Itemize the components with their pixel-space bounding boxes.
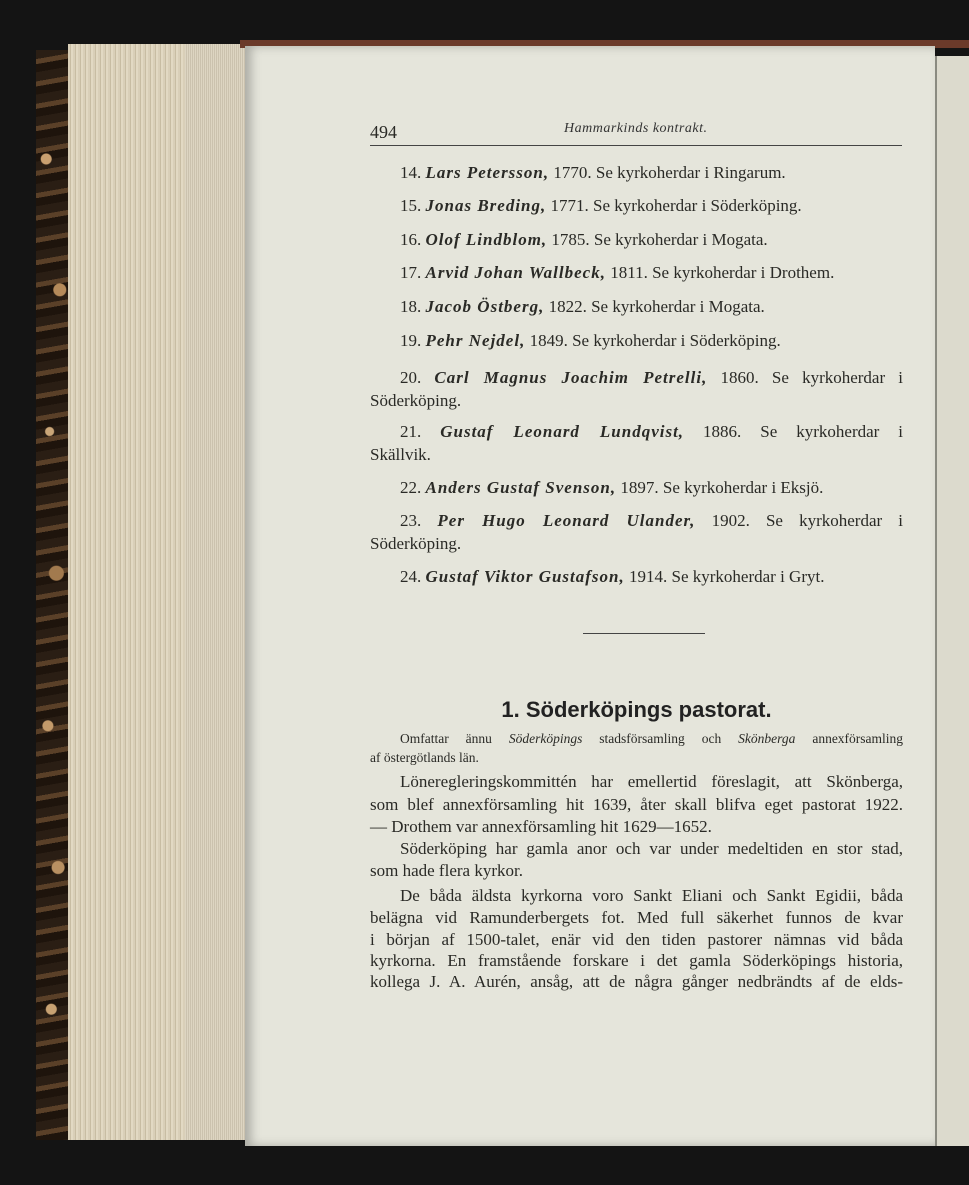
entry-text: 1860. Se kyrkoherdar i: [720, 368, 904, 387]
entry-text: 1771. Se kyrkoherdar i Söderköping.: [550, 196, 802, 215]
entry-text: 1902. Se kyrkoherdar i: [711, 511, 904, 530]
text-line: — Drothem var annexförsamling hit 1629—1652.: [370, 817, 712, 836]
entry-number: 17.: [400, 263, 422, 282]
entry-number: 15.: [400, 196, 422, 215]
list-item: [370, 263, 903, 283]
entry-name: Per Hugo Leonard Ulander,: [437, 511, 696, 530]
intro-line: [370, 729, 903, 749]
entry-name: Gustaf Leonard Lundqvist,: [440, 422, 685, 441]
text-line: kyrkorna. En framstående forskare i det gamla Söderköpings historia,: [370, 951, 903, 970]
entry-continuation: Skällvik.: [370, 445, 431, 464]
entry-text: 1785. Se kyrkoherdar i Mogata.: [551, 230, 768, 249]
text-line: kollega J. A. Aurén, ansåg, att de några gånger nedbrändts af de elds-: [370, 972, 903, 991]
page-number: 494: [370, 122, 397, 142]
list-item: [370, 422, 903, 442]
entry-number: 22.: [400, 478, 422, 497]
text-line: i början af 1500-talet, enär vid den tiden pastorer nämnas vid båda: [370, 930, 903, 949]
intro-text: annexförsamling: [812, 731, 904, 746]
entry-text: 1886. Se kyrkoherdar i: [703, 422, 904, 441]
list-item: [370, 331, 903, 351]
entry-text: 1849. Se kyrkoherdar i Söderköping.: [529, 331, 781, 350]
entry-name: Olof Lindblom,: [425, 230, 548, 249]
entry-name: Jacob Östberg,: [425, 297, 545, 316]
entry-name: Gustaf Viktor Gustafson,: [425, 567, 625, 586]
list-item: [370, 478, 903, 498]
text-line: belägna vid Ramunderbergets fot. Med full säkerhet funnos de kvar: [370, 908, 903, 927]
list-item: [370, 368, 903, 388]
entry-name: Lars Petersson,: [425, 163, 550, 182]
entry-text: 1770. Se kyrkoherdar i Ringarum.: [553, 163, 786, 182]
entry-number: 19.: [400, 331, 422, 350]
intro-text: Omfattar ännu: [400, 731, 492, 746]
entry-name: Jonas Breding,: [425, 196, 547, 215]
marbled-book-edge: [36, 50, 70, 1140]
entry-number: 18.: [400, 297, 422, 316]
text-line: Söderköping har gamla anor och var under medeltiden en stor stad,: [400, 839, 903, 858]
entry-number: 20.: [400, 368, 422, 387]
entry-name: Pehr Nejdel,: [425, 331, 526, 350]
entry-name: Arvid Johan Wallbeck,: [425, 263, 606, 282]
list-item: [370, 567, 903, 587]
list-item: [370, 230, 903, 250]
intro-italic: Söderköpings: [508, 731, 583, 746]
text-line: De båda äldsta kyrkorna voro Sankt Eliani och Sankt Egidii, båda: [400, 886, 903, 905]
list-item: [370, 297, 903, 317]
list-item: [370, 163, 903, 183]
entry-number: 14.: [400, 163, 422, 182]
entry-text: 1811. Se kyrkoherdar i Drothem.: [610, 263, 835, 282]
entry-number: 23.: [400, 511, 422, 530]
entry-continuation: Söderköping.: [370, 534, 462, 553]
list-item: [370, 511, 903, 531]
section-heading: 1. Söderköpings pastorat.: [501, 697, 772, 722]
intro-text: stadsförsamling och: [599, 731, 722, 746]
intro-italic: Skönberga: [738, 731, 796, 746]
section-divider: [583, 633, 705, 634]
list-item: [370, 196, 903, 216]
intro-line-2: af östergötlands län.: [370, 750, 479, 765]
running-title: Hammarkinds kontrakt.: [564, 121, 708, 136]
entry-number: 16.: [400, 230, 422, 249]
text-line: som blef annexförsamling hit 1639, åter skall blifva eget pastorat 1922.: [370, 795, 903, 814]
entry-name: Carl Magnus Joachim Petrelli,: [434, 368, 708, 387]
text-line: som hade flera kyrkor.: [370, 861, 523, 880]
header-rule: [370, 145, 902, 146]
page-edges-inner: [185, 44, 247, 1140]
entry-text: 1822. Se kyrkoherdar i Mogata.: [548, 297, 765, 316]
entry-text: 1897. Se kyrkoherdar i Eksjö.: [620, 478, 824, 497]
entry-number: 21.: [400, 422, 422, 441]
facing-page-edge: [935, 56, 969, 1146]
entry-number: 24.: [400, 567, 422, 586]
entry-continuation: Söderköping.: [370, 391, 462, 410]
entry-text: 1914. Se kyrkoherdar i Gryt.: [629, 567, 825, 586]
text-line: Löneregleringskommittén har emellertid föreslagit, att Skönberga,: [400, 772, 903, 791]
entry-name: Anders Gustaf Svenson,: [425, 478, 617, 497]
